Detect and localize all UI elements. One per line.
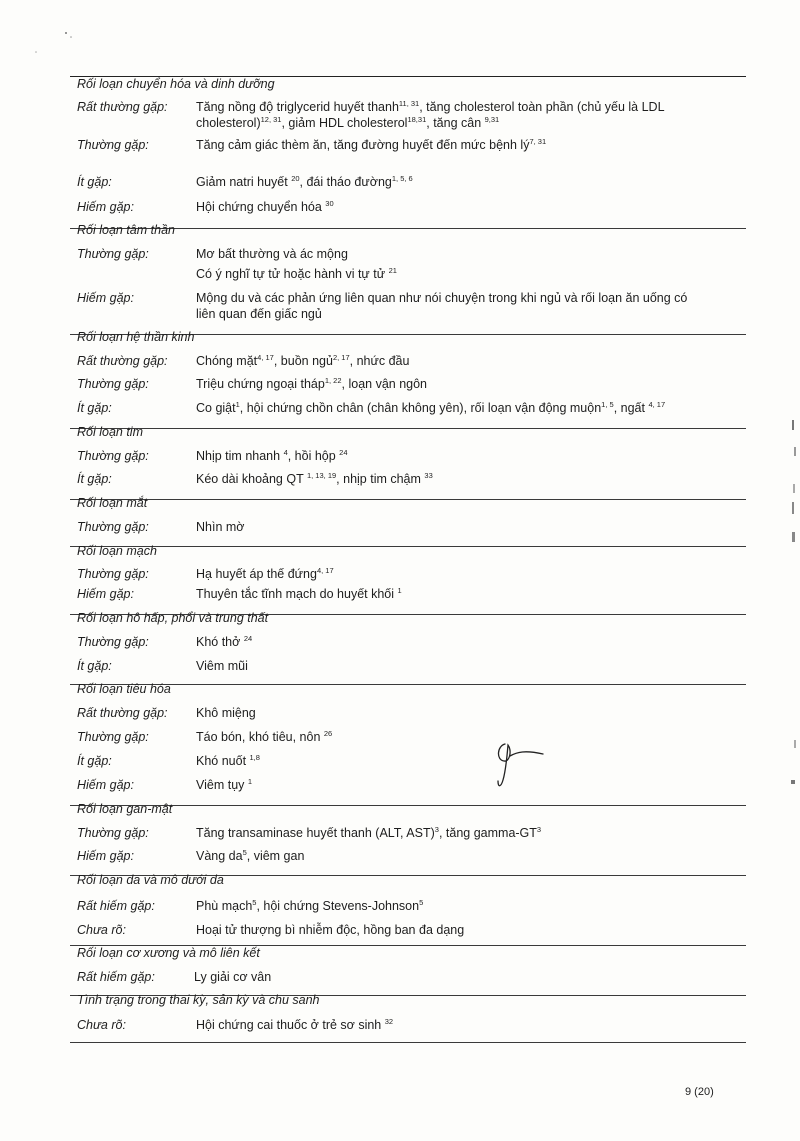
reference-superscript: 21 xyxy=(388,266,397,275)
text-segment: liên quan đến giấc ngủ xyxy=(196,307,322,321)
reference-superscript: 20 xyxy=(291,174,300,183)
text-segment: Giảm natri huyết xyxy=(196,175,292,189)
text-segment: Hạ huyết áp thế đứng xyxy=(196,567,317,581)
frequency-label: Hiếm gặp: xyxy=(77,587,134,601)
text-segment: , nhịp tim chậm xyxy=(336,472,425,486)
text-segment: Hoại tử thượng bì nhiễm độc, hồng ban đa dạng xyxy=(196,923,465,937)
reference-superscript: 4 xyxy=(283,448,288,457)
section-title: Rối loạn gan-mật xyxy=(77,802,173,816)
frequency-label: Thường gặp: xyxy=(77,567,149,581)
text-segment: , buồn ngủ xyxy=(273,354,333,368)
reference-superscript: 1 xyxy=(235,400,240,409)
reference-superscript: 3 xyxy=(536,825,542,834)
text-segment: Tăng nồng độ triglycerid huyết thanh xyxy=(196,100,399,114)
reference-superscript: 12, 31 xyxy=(260,115,282,124)
frequency-label: Chưa rõ: xyxy=(77,923,126,937)
reference-superscript: 1, 5, 6 xyxy=(391,174,413,183)
frequency-label: Hiếm gặp: xyxy=(77,849,134,863)
text-segment: Vàng da xyxy=(196,849,243,863)
section-title: Rối loạn da và mô dưới da xyxy=(77,873,224,887)
reference-superscript: 1,8 xyxy=(249,753,260,762)
text-segment: Chóng mặt xyxy=(196,354,258,368)
text-segment: Mộng du và các phản ứng liên quan như nói chuyện trong khi ngủ và rối loạn ăn uống có xyxy=(196,291,688,305)
frequency-label: Ít gặp: xyxy=(77,659,112,673)
text-segment: , tăng gamma-GT xyxy=(438,826,537,840)
frequency-label: Ít gặp: xyxy=(77,175,112,189)
text-segment: Thuyên tắc tĩnh mạch do huyết khối xyxy=(196,587,398,601)
reference-superscript: 1 xyxy=(397,586,402,595)
reference-superscript: 1, 5 xyxy=(601,400,614,409)
reference-superscript: 26 xyxy=(323,729,333,738)
frequency-label: Hiếm gặp: xyxy=(77,291,134,305)
reference-superscript: 24 xyxy=(243,634,253,643)
reference-superscript: 4, 17 xyxy=(257,353,274,362)
frequency-label: Ít gặp: xyxy=(77,472,112,486)
frequency-label: Hiếm gặp: xyxy=(77,200,134,214)
frequency-label: Hiếm gặp: xyxy=(77,778,134,792)
frequency-label: Thường gặp: xyxy=(77,635,149,649)
section-title: Tình trạng trong thai kỳ, sản kỳ và chu sanh xyxy=(77,993,320,1007)
text-segment: , tăng cân xyxy=(426,116,485,130)
reference-superscript: 5 xyxy=(242,848,247,857)
reference-superscript: 2, 17 xyxy=(332,353,350,362)
reference-superscript: 5 xyxy=(252,898,257,907)
frequency-label: Thường gặp: xyxy=(77,449,149,463)
frequency-label: Thường gặp: xyxy=(77,247,149,261)
text-segment: Hội chứng cai thuốc ở trẻ sơ sinh xyxy=(196,1018,385,1032)
frequency-label: Rất thường gặp: xyxy=(77,354,168,368)
text-segment: , đái tháo đường xyxy=(299,175,392,189)
text-segment: , giảm HDL cholesterol xyxy=(281,116,408,130)
section-title: Rối loạn cơ xương và mô liên kết xyxy=(77,946,260,960)
frequency-label: Rất hiếm gặp: xyxy=(77,899,155,913)
frequency-label: Thường gặp: xyxy=(77,730,149,744)
reference-superscript: 7, 31 xyxy=(529,137,547,146)
text-segment: Táo bón, khó tiêu, nôn xyxy=(196,730,324,744)
section-title: Rối loạn tiêu hóa xyxy=(77,682,171,696)
section-title: Rối loạn hệ thần kinh xyxy=(77,330,195,344)
text-segment: , hội chứng chồn chân (chân không yên), rối loạn vận động muộn xyxy=(239,401,602,415)
text-segment: Nhìn mờ xyxy=(196,520,245,534)
text-segment: Hội chứng chuyển hóa xyxy=(196,200,326,214)
reference-superscript: 9,31 xyxy=(484,115,500,124)
text-segment: , ngất xyxy=(613,401,649,415)
text-segment: Mơ bất thường và ác mộng xyxy=(196,247,348,261)
text-segment: Nhịp tim nhanh xyxy=(196,449,284,463)
frequency-label: Rất hiếm gặp: xyxy=(77,970,155,984)
frequency-label: Thường gặp: xyxy=(77,138,149,152)
section-title: Rối loạn chuyển hóa và dinh dưỡng xyxy=(77,77,275,91)
reference-superscript: 5 xyxy=(419,898,424,907)
reference-superscript: 33 xyxy=(424,471,433,480)
text-segment: Khó nuốt xyxy=(196,754,250,768)
reference-superscript: 4, 17 xyxy=(316,566,334,575)
reference-superscript: 18,31 xyxy=(407,115,427,124)
text-segment: cholesterol) xyxy=(196,116,261,130)
text-segment: , hội chứng Stevens-Johnson xyxy=(256,899,420,913)
frequency-label: Chưa rõ: xyxy=(77,1018,126,1032)
reference-superscript: 24 xyxy=(339,448,348,457)
frequency-label: Ít gặp: xyxy=(77,401,112,415)
text-segment: Co giật xyxy=(196,401,236,415)
frequency-label: Thường gặp: xyxy=(77,520,149,534)
reference-superscript: 32 xyxy=(384,1017,394,1026)
text-segment: Viêm mũi xyxy=(196,659,248,673)
text-segment: , hồi hộp xyxy=(287,449,340,463)
text-segment: , tăng cholesterol toàn phần (chủ yếu là LDL xyxy=(419,100,665,114)
frequency-label: Rất thường gặp: xyxy=(77,100,168,114)
reference-superscript: 1, 22 xyxy=(324,376,342,385)
text-segment: Phù mạch xyxy=(196,899,253,913)
text-segment: , loạn vận ngôn xyxy=(341,377,428,391)
text-segment: , nhức đầu xyxy=(349,354,410,368)
reference-superscript: 1 xyxy=(247,777,253,786)
frequency-label: Thường gặp: xyxy=(77,377,149,391)
section-title: Rối loạn tâm thần xyxy=(77,223,175,237)
text-segment: Tăng transaminase huyết thanh (ALT, AST) xyxy=(196,826,435,840)
frequency-label: Rất thường gặp: xyxy=(77,706,168,720)
frequency-label: Thường gặp: xyxy=(77,826,149,840)
text-segment: Viêm tụy xyxy=(196,778,248,792)
reference-superscript: 3 xyxy=(434,825,439,834)
text-segment: Ly giải cơ vân xyxy=(194,970,272,984)
section-title: Rối loạn mạch xyxy=(77,544,157,558)
section-title: Rối loạn mắt xyxy=(77,496,148,510)
text-segment: Tăng cảm giác thèm ăn, tăng đường huyết đến mức bệnh lý xyxy=(196,138,530,152)
reference-superscript: 30 xyxy=(325,199,334,208)
text-segment: Khó thở xyxy=(196,635,244,649)
text-segment: Khô miệng xyxy=(196,706,256,720)
text-segment: Kéo dài khoảng QT xyxy=(196,472,307,486)
frequency-label: Ít gặp: xyxy=(77,754,112,768)
reference-superscript: 4, 17 xyxy=(648,400,666,409)
text-segment: Có ý nghĩ tự tử hoặc hành vi tự tử xyxy=(196,267,389,281)
reference-superscript: 1, 13, 19 xyxy=(306,471,337,480)
section-title: Rối loạn hô hấp, phổi và trung thất xyxy=(77,611,269,625)
reference-superscript: 11, 31 xyxy=(398,99,420,108)
section-title: Rối loạn tim xyxy=(77,425,143,439)
text-segment: , viêm gan xyxy=(246,849,305,863)
text-segment: Triệu chứng ngoại tháp xyxy=(196,377,325,391)
page-number: 9 (20) xyxy=(685,1086,714,1098)
